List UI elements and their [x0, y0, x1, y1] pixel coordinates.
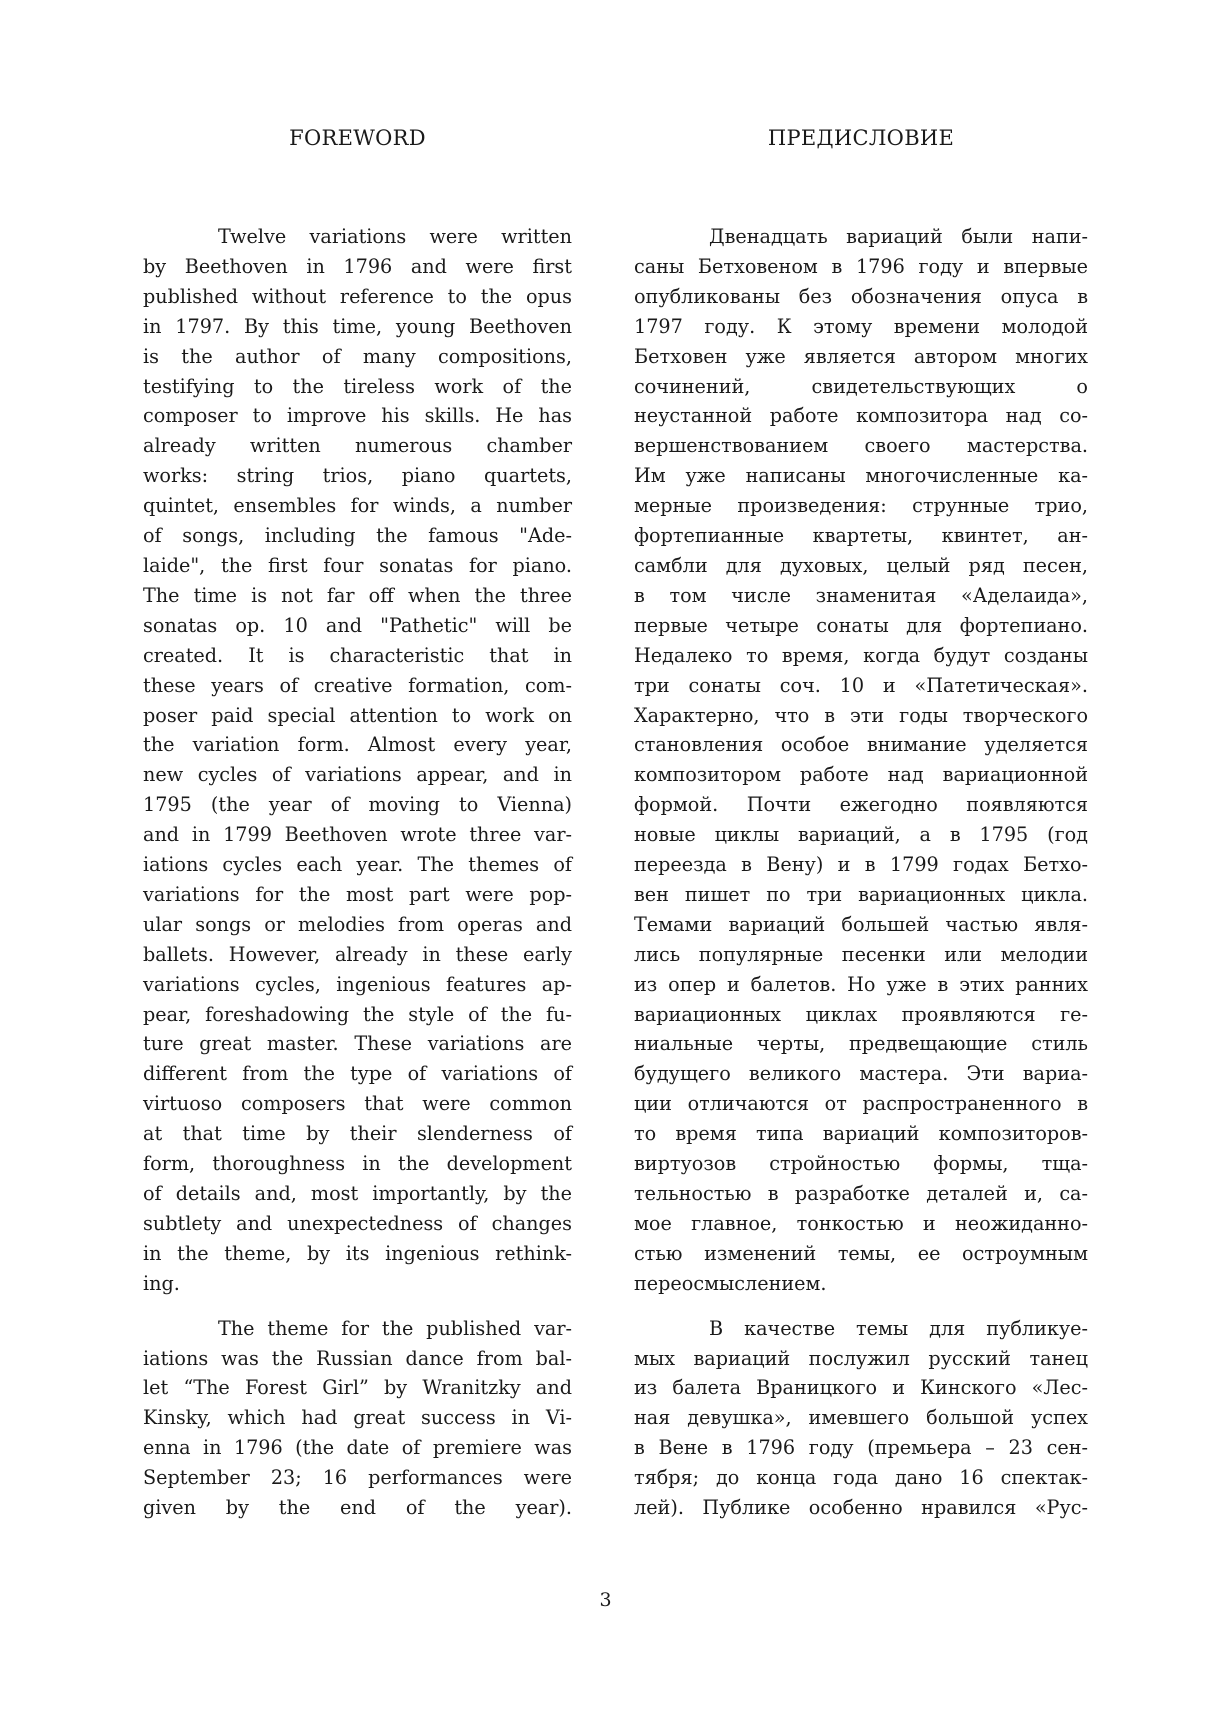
english-body: [143, 222, 572, 1523]
text-line: sonatas op. 10 and "Pathetic" will be: [143, 613, 572, 637]
text-line: мерные произведения: струнные трио,: [634, 494, 1088, 518]
text-line: вершенствованием своего мастерства.: [634, 434, 1088, 458]
text-line: лей). Публике особенно нравился «Рус-: [634, 1496, 1088, 1520]
text-line: переосмыслением.: [634, 1271, 827, 1295]
text-line: из опер и балетов. Но уже в этих ранних: [634, 972, 1088, 996]
text-line: new cycles of variations appear, and in: [143, 763, 572, 787]
text-line: by Beethoven in 1796 and were first: [143, 254, 572, 278]
english-paragraph-1: [143, 222, 572, 1299]
text-line: то время типа вариаций композиторов-: [634, 1122, 1088, 1146]
russian-heading: ПРЕДИСЛОВИЕ: [767, 126, 955, 150]
text-line: published without reference to the opus: [143, 284, 572, 308]
text-line: ture great master. These variations are: [143, 1032, 572, 1056]
text-line: Недалеко то время, когда будут созданы: [634, 643, 1088, 667]
text-line: The time is not far off when the three: [143, 583, 572, 607]
text-line: September 23; 16 performances were: [143, 1466, 572, 1490]
text-line: три сонаты соч. 10 и «Патетическая».: [634, 673, 1088, 697]
text-line: виртуозов стройностью формы, тща-: [634, 1152, 1088, 1176]
text-line: enna in 1796 (the date of premiere was: [143, 1436, 572, 1460]
text-line: in 1797. By this time, young Beethoven: [143, 314, 572, 338]
text-line: given by the end of the year).: [143, 1496, 572, 1520]
text-line: фортепианные квартеты, квинтет, ан-: [634, 524, 1088, 548]
russian-paragraph-2: [634, 1314, 1088, 1523]
text-line: these years of creative formation, com-: [143, 673, 572, 697]
text-line: первые четыре сонаты для фортепиано.: [634, 613, 1088, 637]
text-line: in the theme, by its ingenious rethink-: [143, 1241, 572, 1265]
text-line: Характерно, что в эти годы творческого: [634, 703, 1088, 727]
text-line: В качестве темы для публикуе-: [709, 1316, 1088, 1340]
text-line: Темами вариаций большей частью явля-: [634, 912, 1088, 936]
text-line: iations was the Russian dance from bal-: [143, 1346, 572, 1370]
text-line: из балета Враницкого и Кинского «Лес-: [634, 1376, 1088, 1400]
text-line: неустанной работе композитора над со-: [634, 404, 1088, 428]
text-line: переезда в Вену) и в 1799 годах Бетхо-: [634, 853, 1088, 877]
text-line: let “The Forest Girl” by Wranitzky and: [143, 1376, 572, 1400]
text-line: different from the type of variations of: [143, 1062, 572, 1086]
text-line: Им уже написаны многочисленные ка-: [634, 464, 1088, 488]
text-line: at that time by their slenderness of: [143, 1122, 572, 1146]
text-line: of details and, most importantly, by the: [143, 1182, 572, 1205]
text-line: опубликованы без обозначения опуса в: [634, 284, 1088, 308]
text-line: сочинений, свидетельствующих о: [634, 374, 1088, 398]
russian-paragraph-1: [634, 222, 1088, 1299]
text-line: вариационных циклах проявляются ге-: [634, 1002, 1088, 1026]
text-line: ular songs or melodies from operas and: [143, 912, 572, 936]
text-line: мое главное, тонкостью и неожиданно-: [634, 1211, 1088, 1235]
text-line: virtuoso composers that were common: [143, 1092, 572, 1116]
text-line: 1797 году. К этому времени молодой: [634, 314, 1088, 338]
text-line: лись популярные песенки или мелодии: [634, 942, 1088, 966]
text-line: Kinsky, which had great success in Vi-: [143, 1406, 572, 1430]
text-line: новые циклы вариаций, а в 1795 (год: [634, 823, 1088, 847]
text-line: created. It is characteristic that in: [143, 643, 572, 667]
text-line: тября; до конца года дано 16 спектак-: [634, 1466, 1088, 1490]
text-line: Бетховен уже является автором многих: [634, 344, 1088, 368]
text-line: композитором работе над вариационной: [634, 763, 1088, 787]
text-line: quintet, ensembles for winds, a number: [143, 494, 572, 518]
text-line: works: string trios, piano quartets,: [143, 464, 572, 488]
text-line: ballets. However, already in these early: [143, 942, 572, 966]
text-line: самбли для духовых, целый ряд песен,: [634, 553, 1088, 577]
text-line: стью изменений темы, ее остроумным: [634, 1241, 1088, 1265]
text-line: формой. Почти ежегодно появляются: [634, 793, 1088, 817]
text-line: and in 1799 Beethoven wrote three var-: [143, 823, 572, 847]
text-line: is the author of many compositions,: [143, 344, 572, 368]
text-line: laide", the first four sonatas for piano.: [143, 553, 572, 577]
text-line: вен пишет по три вариационных цикла.: [634, 882, 1088, 906]
text-line: ции отличаются от распространенного в: [634, 1092, 1088, 1116]
text-line: становления особое внимание уделяется: [634, 733, 1088, 757]
text-line: the variation form. Almost every year,: [143, 733, 572, 757]
text-line: в том числе знаменитая «Аделаида»,: [634, 583, 1088, 607]
text-line: already written numerous chamber: [143, 434, 572, 458]
text-line: form, thoroughness in the development: [143, 1152, 572, 1176]
russian-body: [634, 222, 1088, 1523]
text-line: ниальные черты, предвещающие стиль: [634, 1032, 1088, 1056]
text-line: мых вариаций послужил русский танец: [634, 1346, 1088, 1370]
text-line: саны Бетховеном в 1796 году и впервые: [634, 254, 1088, 278]
text-line: будущего великого мастера. Эти вариа-: [634, 1062, 1088, 1086]
page-number: 3: [599, 1589, 612, 1611]
english-paragraph-2: [143, 1314, 572, 1523]
text-line: Двенадцать вариаций были напи-: [709, 225, 1088, 248]
text-line: subtlety and unexpectedness of changes: [143, 1211, 572, 1235]
text-line: poser paid special attention to work on: [143, 703, 572, 727]
text-line: 1795 (the year of moving to Vienna): [143, 793, 572, 817]
text-line: iations cycles each year. The themes of: [143, 853, 572, 877]
text-line: pear, foreshadowing the style of the fu-: [143, 1002, 572, 1026]
text-line: ing.: [143, 1271, 180, 1295]
text-line: ная девушка», имевшего большой успех: [634, 1406, 1088, 1430]
text-line: variations cycles, ingenious features ap-: [143, 972, 572, 996]
text-line: testifying to the tireless work of the: [143, 374, 572, 398]
english-heading: FOREWORD: [289, 126, 426, 150]
text-line: тельностью в разработке деталей и, са-: [634, 1182, 1088, 1205]
text-line: variations for the most part were pop-: [143, 882, 572, 906]
text-line: в Вене в 1796 году (премьера – 23 сен-: [634, 1436, 1088, 1460]
text-line: of songs, including the famous "Ade-: [143, 524, 572, 548]
text-line: The theme for the published var-: [218, 1316, 572, 1340]
text-line: composer to improve his skills. He has: [143, 404, 572, 428]
text-line: Twelve variations were written: [218, 225, 572, 248]
